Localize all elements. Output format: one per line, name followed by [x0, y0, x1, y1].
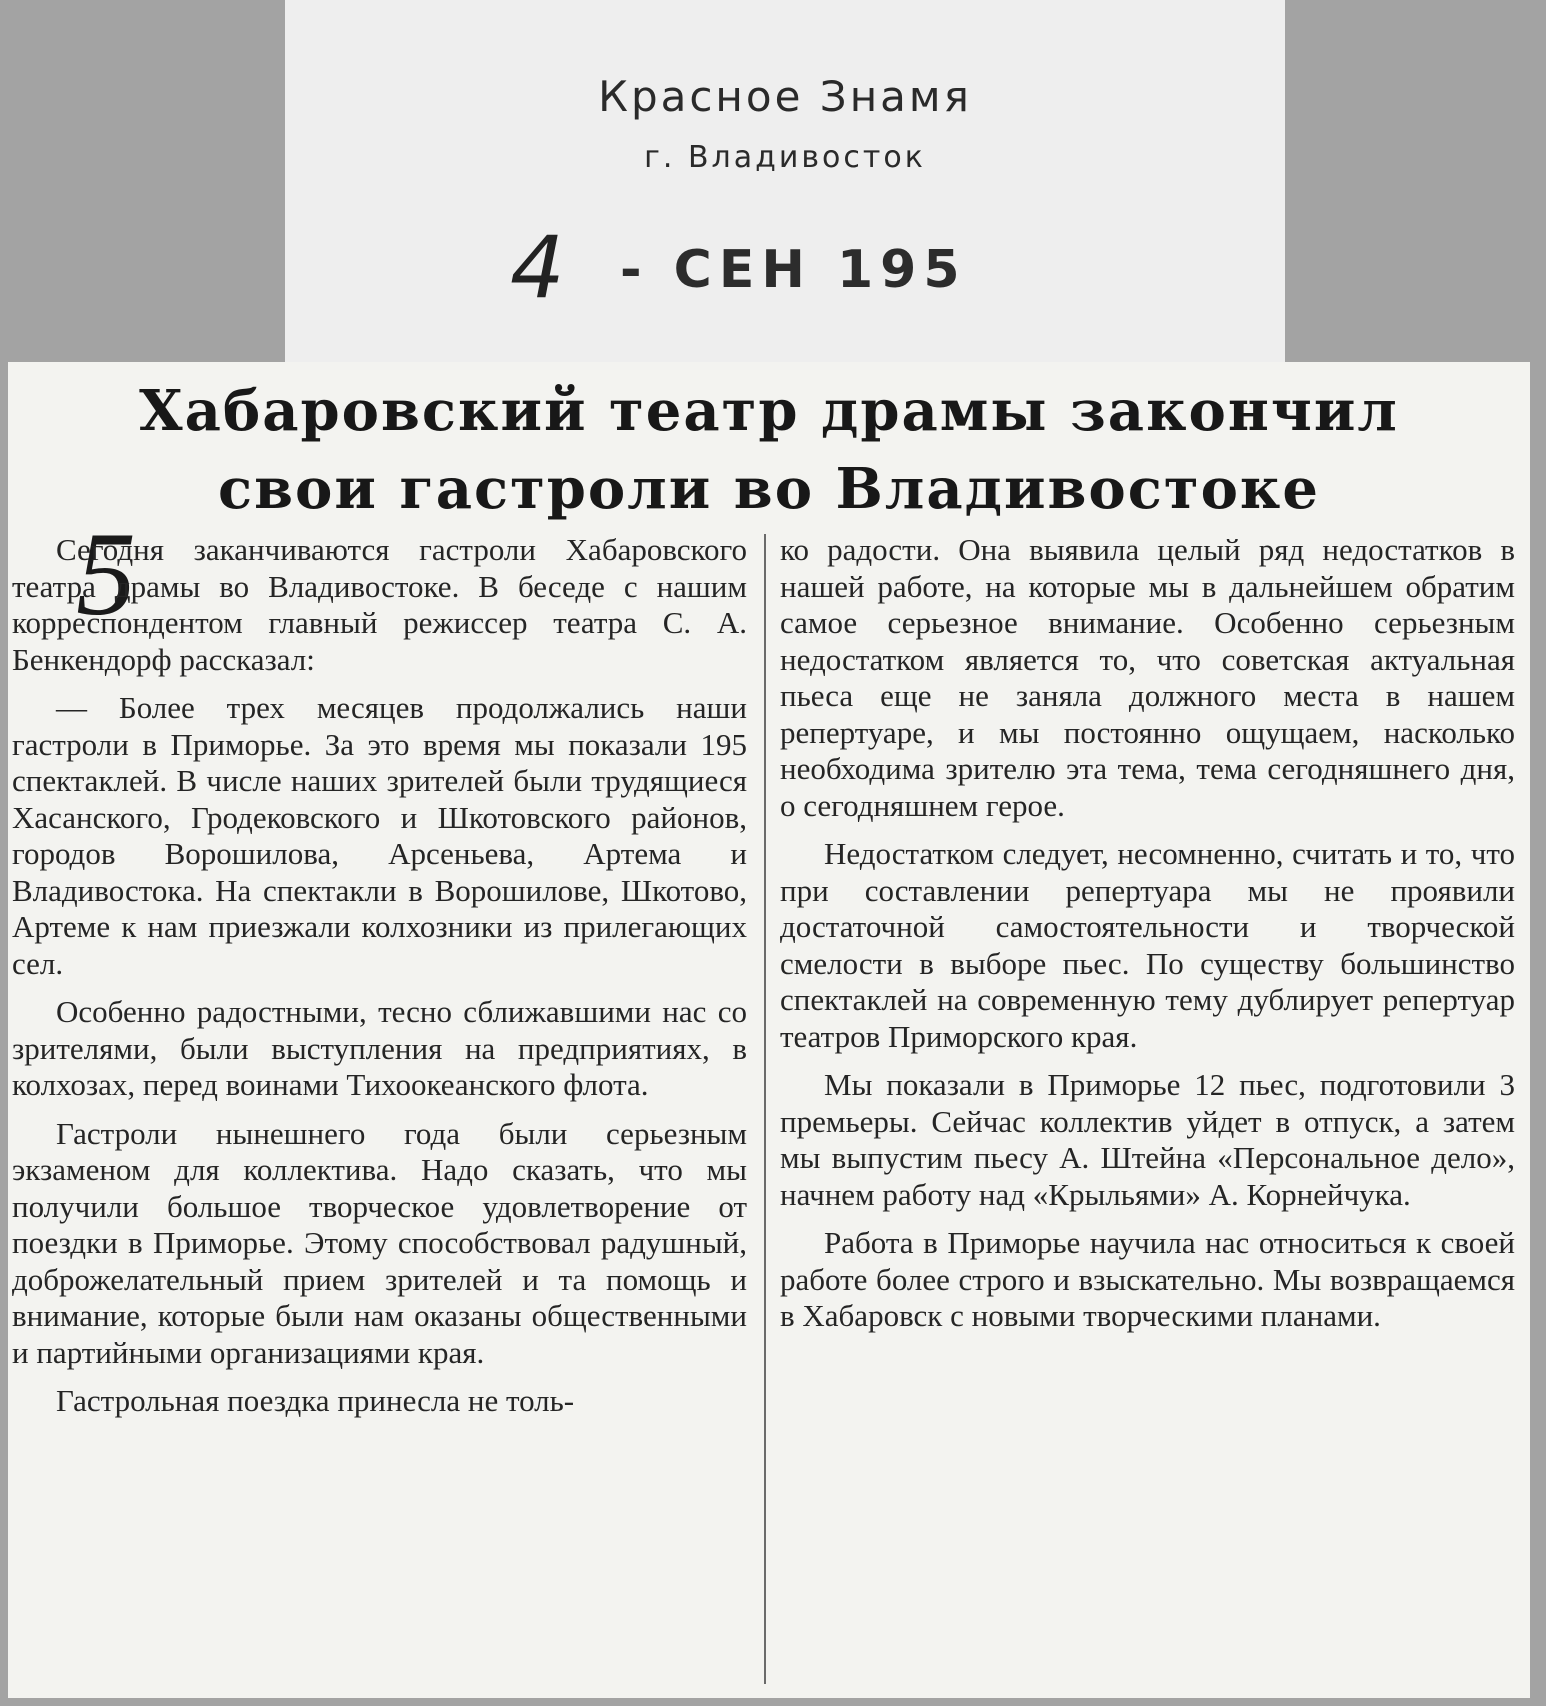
date-stamp-card [285, 0, 1285, 380]
column-divider [764, 534, 766, 1684]
article-headline [8, 372, 1530, 528]
article-right-column [780, 532, 1515, 1347]
stamp-date: - СЕН 195 [620, 240, 967, 300]
paragraph: ко радости. Она выявила целый ряд недостатков в нашей работе, на которые мы в дальнейшем обратим самое серьезное внимание. Особенно серьезным недостатком является то, что советская актуальная пьеса еще не заняла должного места в нашем репертуаре, и мы постоянно ощущаем, насколько необходима зрителю эта тема, тема сегодняшнего дня, о сегодняшнем герое. [780, 532, 1515, 823]
stamp-city: г. Владивосток [644, 140, 926, 175]
paragraph: Недостатком следует, несомненно, считать и то, что при составлении репертуара мы не проявили достаточной самостоятельности и творческой смелости в выборе пьес. По существу большинство спектаклей на современную тему дублирует репертуар театров Приморского края. [780, 836, 1515, 1054]
article-left-column [8, 532, 747, 1432]
stamp-handwritten-day: 4 [510, 218, 565, 318]
headline-line-2: свои гастроли во Владивостоке [217, 456, 1320, 522]
paragraph: — Более трех месяцев продолжались наши гастроли в Приморье. За это время мы показали 195 спектаклей. В числе наших зрителей были трудящиеся Хасанского, Гродековского и Шкотовского районов, городов Ворошилова, Арсеньева, Артема и Владивостока. На спектакли в Ворошилове, Шкотово, Артеме к нам приезжали колхозники из прилегающих сел. [12, 690, 747, 981]
stamp-newspaper-name: Красное Знамя [598, 72, 972, 121]
newspaper-clipping [8, 362, 1530, 1698]
paragraph: Гастроли нынешнего года были серьезным экзаменом для коллектива. Надо сказать, что мы получили большое творческое удовлетворение от поездки в Приморье. Этому способствовал радушный, доброжелательный прием зрителей и та помощь и внимание, которые были нам оказаны общественными и партийными организациями края. [12, 1115, 747, 1370]
paragraph: Работа в Приморье научила нас относиться к своей работе более строго и взыскательно. Мы возвращаемся в Хабаровск с новыми творческими планами. [780, 1225, 1515, 1333]
headline-line-1: Хабаровский театр драмы закончил [139, 378, 1399, 444]
paragraph: Особенно радостными, тесно сближавшими нас со зрителями, были выступления на предприятиях, в колхозах, перед воинами Тихоокеанского флота. [12, 994, 747, 1102]
pencil-mark: 5 [76, 507, 136, 640]
paragraph: Сегодня заканчиваются гастроли Хабаровского театра драмы во Владивостоке. В беседе с нашим корреспондентом главный режиссер театра С. А. Бенкендорф рассказал: [12, 532, 747, 677]
paragraph: Мы показали в Приморье 12 пьес, подготовили 3 премьеры. Сейчас коллектив уйдет в отпуск, а затем мы выпустим пьесу А. Штейна «Персональное дело», начнем работу над «Крыльями» А. Корнейчука. [780, 1067, 1515, 1212]
paragraph: Гастрольная поездка принесла не толь- [56, 1383, 575, 1418]
